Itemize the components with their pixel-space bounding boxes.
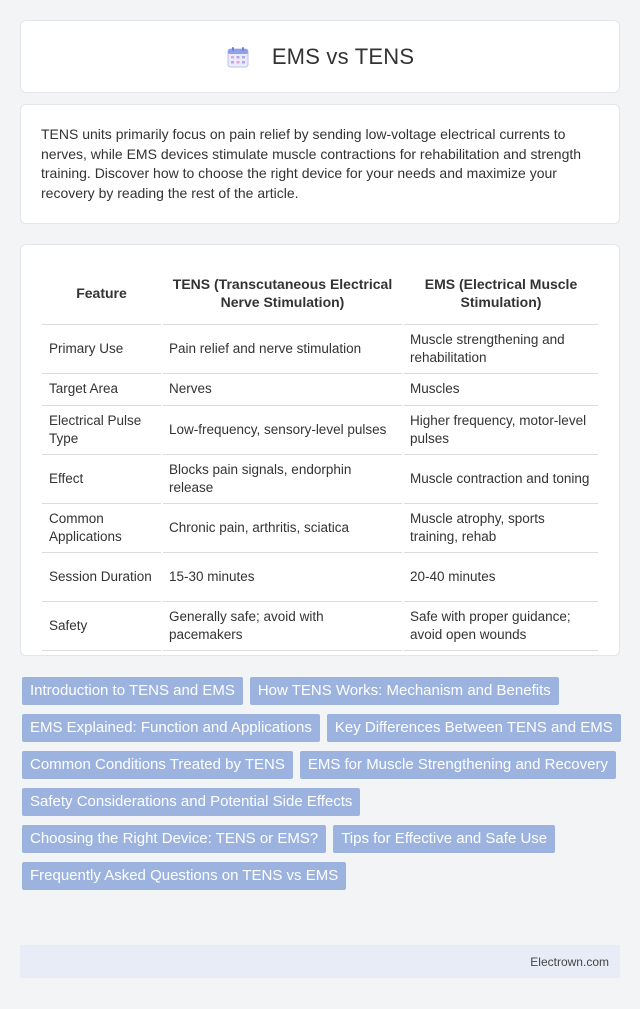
row-tens-value: Blocks pain signals, endorphin release (162, 454, 403, 503)
table-row (42, 601, 598, 650)
tag-ems-muscle-strengthening[interactable]: EMS for Muscle Strengthening and Recovery (300, 751, 616, 779)
intro-paragraph: TENS units primarily focus on pain relief by sending low-voltage electrical currents to nerves, while EMS devices stimulate muscle contractions for rehabilitation and strength training. Discover how to choose the right device for your needs and maximize your recovery by reading the rest of the article. (41, 126, 582, 201)
row-tens-value: Nerves (162, 373, 403, 405)
table-row (42, 405, 598, 454)
topic-tags (22, 677, 622, 890)
row-ems-value: Muscles (403, 373, 598, 405)
page-title: EMS vs TENS (271, 43, 415, 69)
tag-how-tens-works[interactable]: How TENS Works: Mechanism and Benefits (250, 677, 559, 705)
table-header-row (42, 262, 598, 324)
tag-choosing-device[interactable]: Choosing the Right Device: TENS or EMS? (22, 825, 326, 853)
intro-card (20, 104, 620, 224)
row-feature: Session Duration (42, 552, 162, 601)
title-wrap (226, 44, 414, 70)
row-feature: Common Applications (42, 503, 162, 552)
table-row (42, 454, 598, 503)
tag-introduction[interactable]: Introduction to TENS and EMS (22, 677, 243, 705)
table-row (42, 503, 598, 552)
row-tens-value: Low-frequency, sensory-level pulses (162, 405, 403, 454)
tag-safety-considerations[interactable]: Safety Considerations and Potential Side Effects (22, 788, 360, 816)
tag-common-conditions[interactable]: Common Conditions Treated by TENS (22, 751, 293, 779)
calendar-icon (226, 45, 250, 69)
tag-tips-safe-use[interactable]: Tips for Effective and Safe Use (333, 825, 555, 853)
row-feature: Effect (42, 454, 162, 503)
row-ems-value: 20-40 minutes (403, 552, 598, 601)
row-ems-value: Muscle strengthening and rehabilitation (403, 324, 598, 373)
comparison-table-card (20, 244, 620, 656)
row-feature: Primary Use (42, 324, 162, 373)
row-ems-value: Safe with proper guidance; avoid open wounds (403, 601, 598, 650)
row-tens-value: Pain relief and nerve stimulation (162, 324, 403, 373)
row-tens-value: Chronic pain, arthritis, sciatica (162, 503, 403, 552)
table-row (42, 324, 598, 373)
header-card (20, 20, 620, 93)
tag-ems-explained[interactable]: EMS Explained: Function and Applications (22, 714, 320, 742)
footer (20, 945, 620, 978)
table-row (42, 552, 598, 601)
comparison-table (42, 262, 598, 651)
tag-key-differences[interactable]: Key Differences Between TENS and EMS (327, 714, 621, 742)
header-tens: TENS (Transcutaneous Electrical Nerve Stimulation) (162, 262, 403, 324)
row-ems-value: Muscle contraction and toning (403, 454, 598, 503)
row-feature: Electrical Pulse Type (42, 405, 162, 454)
header-ems: EMS (Electrical Muscle Stimulation) (403, 262, 598, 324)
header-feature: Feature (42, 262, 162, 324)
footer-site-link[interactable]: Electrown.com (530, 954, 609, 969)
row-feature: Target Area (42, 373, 162, 405)
row-ems-value: Higher frequency, motor-level pulses (403, 405, 598, 454)
tag-faq[interactable]: Frequently Asked Questions on TENS vs EMS (22, 862, 346, 890)
row-ems-value: Muscle atrophy, sports training, rehab (403, 503, 598, 552)
row-feature: Safety (42, 601, 162, 650)
row-tens-value: Generally safe; avoid with pacemakers (162, 601, 403, 650)
table-row (42, 373, 598, 405)
row-tens-value: 15-30 minutes (162, 552, 403, 601)
